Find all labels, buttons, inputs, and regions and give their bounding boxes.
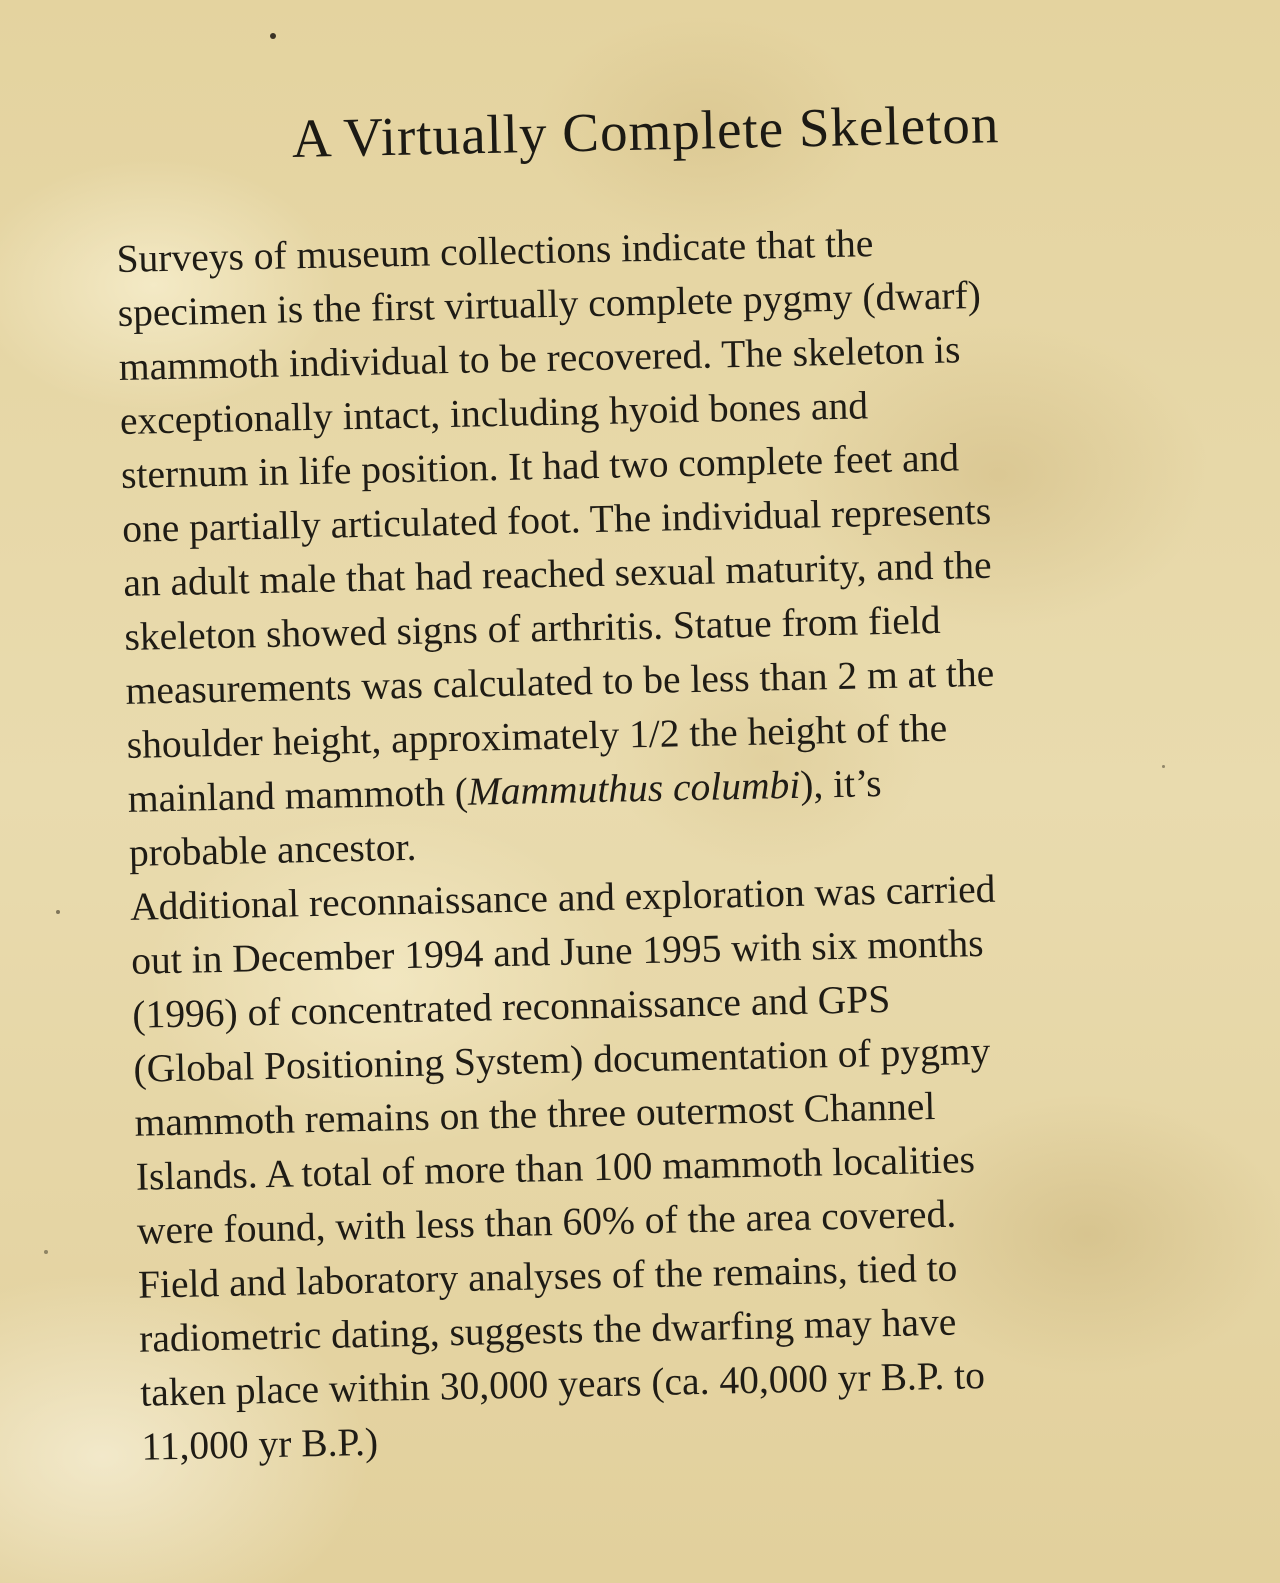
- body-line: radiometric dating, suggests the dwarfing may have: [138, 1299, 957, 1361]
- body-line: out in December 1994 and June 1995 with six months: [130, 920, 984, 983]
- body-line: Additional reconnaissance and exploration was carried: [129, 866, 996, 929]
- body-line: probable ancestor.: [128, 824, 417, 875]
- body-line: Islands. A total of more than 100 mammoth localities: [135, 1137, 976, 1199]
- body-line: (1996) of concentrated reconnaissance and GPS: [131, 976, 891, 1037]
- species-name: Mammuthus columbi: [467, 762, 801, 814]
- surface-speck: [44, 1250, 48, 1254]
- body-line: sternum in life position. It had two complete feet and: [120, 435, 960, 497]
- body-line: taken place within 30,000 years (ca. 40,000 yr B.P. to: [139, 1353, 986, 1415]
- body-line: an adult male that had reached sexual maturity, and the: [122, 542, 992, 605]
- body-line: specimen is the first virtually complete pygmy (dwarf): [117, 272, 982, 335]
- body-line: mammoth remains on the three outermost Channel: [134, 1084, 936, 1145]
- body-line: shoulder height, approximately 1/2 the height of the: [126, 705, 948, 767]
- body-line: exceptionally intact, including hyoid bones and: [119, 383, 869, 443]
- body-line: measurements was calculated to be less than 2 m at the: [125, 650, 995, 713]
- species-text-before: mainland mammoth (: [127, 769, 469, 821]
- species-text-after: ), it’s: [799, 761, 882, 807]
- body-line: were found, with less than 60% of the area covered.: [136, 1191, 957, 1253]
- surface-speck: [56, 910, 60, 914]
- body-line: Surveys of museum collections indicate that the: [116, 221, 874, 281]
- sign-body: [116, 209, 1222, 1473]
- surface-speck: [270, 33, 276, 39]
- sign-title: A Virtually Complete Skeleton: [291, 93, 1000, 170]
- body-line: mammoth individual to be recovered. The skeleton is: [118, 327, 961, 389]
- body-line: 11,000 yr B.P.): [140, 1419, 379, 1469]
- body-line: (Global Positioning System) documentation of pygmy: [133, 1028, 991, 1091]
- body-line: Field and laboratory analyses of the remains, tied to: [137, 1245, 958, 1307]
- body-line: one partially articulated foot. The individual represents: [121, 488, 992, 551]
- body-line: skeleton showed signs of arthritis. Statue from field: [124, 597, 941, 659]
